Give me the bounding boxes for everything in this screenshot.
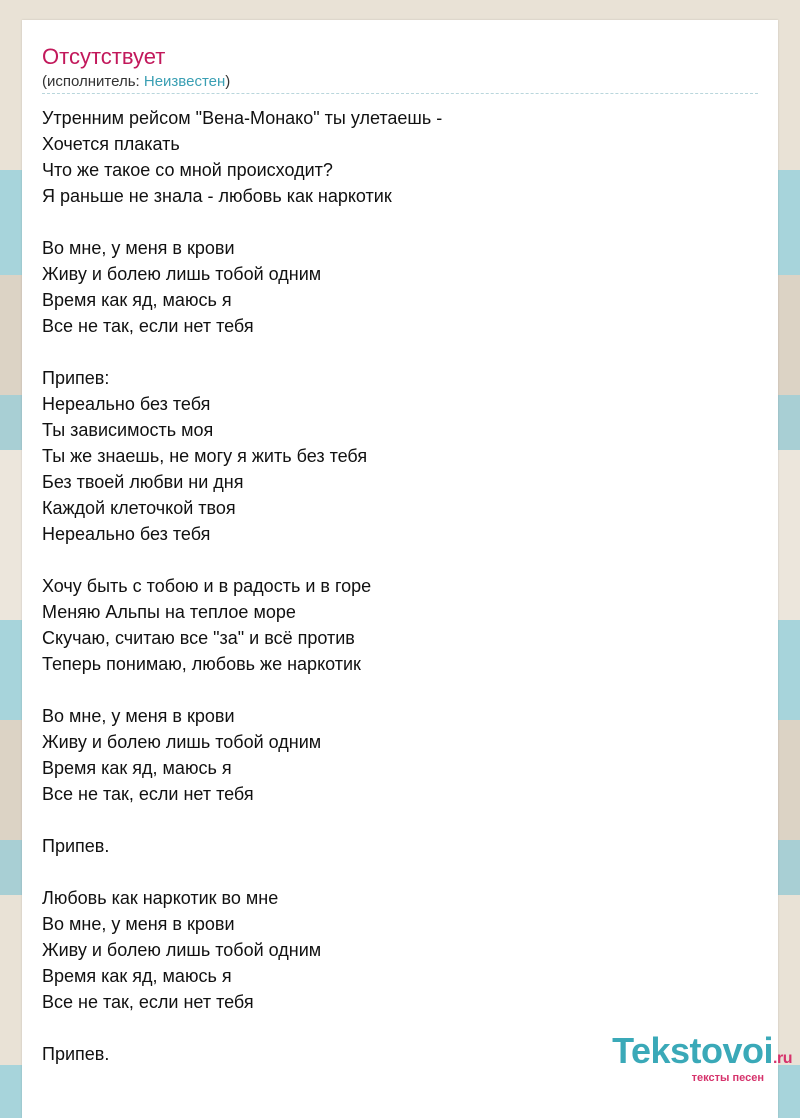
performer-line bbox=[42, 73, 230, 90]
lyric-line: Скучаю, считаю все "за" и всё против bbox=[42, 628, 355, 648]
lyric-line: Во мне, у меня в крови bbox=[42, 914, 235, 934]
performer-link[interactable]: Неизвестен bbox=[143, 73, 226, 90]
lyric-line: Ты зависимость моя bbox=[42, 420, 214, 440]
lyric-line: Все не так, если нет тебя bbox=[42, 316, 254, 336]
performer-prefix: (исполнитель: bbox=[42, 73, 144, 90]
lyric-line: Каждой клеточкой твоя bbox=[42, 498, 236, 518]
lyric-line: Теперь понимаю, любовь же наркотик bbox=[42, 654, 361, 674]
lyric-line: Ты же знаешь, не могу я жить без тебя bbox=[42, 446, 368, 466]
logo-tld: .ru bbox=[773, 1050, 792, 1067]
lyric-line bbox=[42, 1015, 442, 1041]
divider bbox=[42, 93, 758, 94]
lyric-line: Хочется плакать bbox=[42, 134, 180, 154]
logo-tagline: тексты песен bbox=[691, 1072, 764, 1084]
lyric-line: Во мне, у меня в крови bbox=[42, 706, 235, 726]
lyric-line: Припев. bbox=[42, 836, 110, 856]
lyrics-text bbox=[42, 105, 442, 1067]
lyric-line: Время как яд, маюсь я bbox=[42, 290, 232, 310]
lyric-line bbox=[42, 209, 442, 235]
lyric-line: Утренним рейсом "Вена-Монако" ты улетаешь - bbox=[42, 108, 443, 128]
song-title: Отсутствует bbox=[42, 44, 166, 69]
lyric-line: Любовь как наркотик во мне bbox=[42, 888, 279, 908]
lyric-line: Без твоей любви ни дня bbox=[42, 472, 244, 492]
lyric-line: Все не так, если нет тебя bbox=[42, 992, 254, 1012]
lyric-line: Все не так, если нет тебя bbox=[42, 784, 254, 804]
lyric-line: Живу и болею лишь тобой одним bbox=[42, 940, 322, 960]
lyric-line: Что же такое со мной происходит? bbox=[42, 160, 333, 180]
lyric-line: Меняю Альпы на теплое море bbox=[42, 602, 296, 622]
lyric-line: Хочу быть с тобою и в радость и в горе bbox=[42, 576, 372, 596]
lyric-line: Нереально без тебя bbox=[42, 394, 211, 414]
lyric-line: Я раньше не знала - любовь как наркотик bbox=[42, 186, 392, 206]
lyric-line: Припев: bbox=[42, 368, 110, 388]
performer-suffix: ) bbox=[225, 73, 231, 90]
lyric-line: Нереально без тебя bbox=[42, 524, 211, 544]
logo-main-text: Tekstovoi bbox=[612, 1030, 774, 1071]
site-logo[interactable] bbox=[612, 1032, 792, 1084]
lyric-line bbox=[42, 677, 442, 703]
lyric-line: Припев. bbox=[42, 1044, 110, 1064]
lyric-line: Живу и болею лишь тобой одним bbox=[42, 732, 322, 752]
lyric-line bbox=[42, 859, 442, 885]
lyric-line bbox=[42, 807, 442, 833]
lyric-line: Во мне, у меня в крови bbox=[42, 238, 235, 258]
lyric-line: Время как яд, маюсь я bbox=[42, 758, 232, 778]
lyrics-sheet bbox=[22, 20, 778, 1118]
lyric-line: Живу и болею лишь тобой одним bbox=[42, 264, 322, 284]
lyric-line: Время как яд, маюсь я bbox=[42, 966, 232, 986]
lyric-line bbox=[42, 547, 442, 573]
lyric-line bbox=[42, 339, 442, 365]
